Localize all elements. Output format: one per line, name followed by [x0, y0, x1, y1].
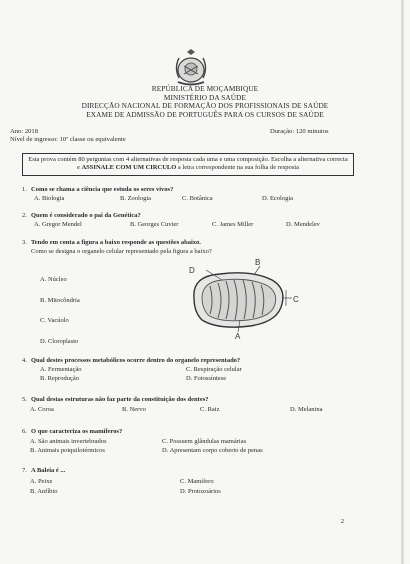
q2-option-b[interactable]: B. Georges Cuvier	[130, 221, 179, 228]
q7-option-b[interactable]: B. Anfíbio	[30, 488, 58, 495]
instructions-box	[22, 153, 354, 176]
q4-option-c[interactable]: C. Respiração celular	[186, 366, 242, 373]
q1-option-b[interactable]: B. Zoologia	[120, 195, 152, 202]
q3-option-c[interactable]: C. Vacúolo	[40, 317, 69, 324]
question-6: 6. O que caracteriza os mamíferos?	[22, 428, 123, 435]
exam-title: EXAME DE ADMISSÃO DE PORTUGUÊS PARA OS CURSOS DE SAÚDE	[86, 109, 324, 119]
republic-heading: REPÚBLICA DE MOÇAMBIQUE	[151, 84, 259, 93]
q5-option-b[interactable]: B. Nervo	[122, 406, 146, 413]
q7-option-d[interactable]: D. Protozoários	[180, 488, 221, 495]
question-1: 1. Como se chama a ciência que estuda os seres vivos?	[22, 186, 174, 193]
q3-option-a[interactable]: A. Núcleo	[40, 276, 67, 283]
q4-option-b[interactable]: B. Reprodução	[40, 375, 79, 382]
q6-option-a[interactable]: A. São animais invertebrados	[30, 438, 107, 445]
figure-label-a: A	[235, 332, 241, 341]
instructions-emphasis: ASSINALE COM UM CIRCULO	[81, 164, 177, 172]
question-4: 4. Qual destes processos metabólicos ocorre dentro do organelo representado?	[22, 357, 241, 364]
q5-option-a[interactable]: A. Coroa	[30, 406, 54, 413]
mozambique-emblem-icon	[166, 48, 216, 88]
q7-option-c[interactable]: C. Mamífero	[180, 478, 214, 485]
q1-option-a[interactable]: A. Biologia	[34, 195, 65, 202]
q3-option-b[interactable]: B. Mitocôndria	[40, 297, 80, 304]
exam-year: Ano: 2018	[10, 128, 39, 135]
q6-option-d[interactable]: D. Apresentam corpo coberto de penas	[162, 447, 263, 454]
figure-label-d: D	[189, 266, 195, 275]
directorate-heading: DIRECÇÃO NACIONAL DE FORMAÇÃO DOS PROFISSIONAIS DE SAÚDE	[81, 101, 329, 110]
q4-option-d[interactable]: D. Fotossíntese	[186, 375, 227, 382]
q3-option-d[interactable]: D. Cloroplasto	[40, 338, 79, 345]
figure-label-b: B	[255, 258, 261, 267]
instructions-text-2: a letra correspondente na sua folha de resposta	[176, 164, 300, 172]
q5-option-d[interactable]: D. Melanina	[290, 406, 323, 413]
question-2: 2. Quem é considerado o pai da Genética?	[22, 212, 141, 219]
question-3: 3. Tendo em conta a figura a baixo responde as questões abaixo.	[22, 239, 201, 246]
q7-option-a[interactable]: A. Peixe	[30, 478, 53, 485]
instructions-text-1: Esta prova contém 80 perguntas com 4 alternativas de resposta cada uma e uma composição. Escolha a alternativa correcta e	[28, 156, 348, 172]
question-7: 7. A Baleia é ...	[22, 467, 66, 474]
exam-duration: Duração: 120 minutos	[270, 128, 329, 135]
q2-option-c[interactable]: C. James Miller	[212, 221, 254, 228]
question-5: 5. Qual destas estruturas não faz parte da constituição dos dentes?	[22, 396, 209, 403]
inner-membrane	[202, 279, 276, 321]
figure-label-c: C	[293, 295, 299, 304]
q4-option-a[interactable]: A. Fermentação	[40, 366, 82, 373]
q2-option-a[interactable]: A. Gregor Mendel	[34, 221, 82, 228]
q6-option-b[interactable]: B. Animais poiquilotérmicos	[30, 447, 105, 454]
q1-option-c[interactable]: C. Botânica	[182, 195, 213, 202]
page-number: 2	[340, 518, 344, 525]
q2-option-d[interactable]: D. Mendelev	[286, 221, 320, 228]
q1-option-d[interactable]: D. Ecologia	[262, 195, 294, 202]
q6-option-c[interactable]: C. Possuem glândulas mamárias	[162, 438, 247, 445]
question-3-subtext: Como se designa o organelo celular representado pela figura a baixo?	[31, 248, 212, 255]
page-edge-shadow	[401, 0, 404, 564]
entry-level: Nível de ingresso: 10ª classe ou equivalente	[10, 136, 126, 143]
q5-option-c[interactable]: C. Raiz	[200, 406, 220, 413]
ministry-heading: MINISTÉRIO DA SAÚDE	[163, 92, 247, 102]
